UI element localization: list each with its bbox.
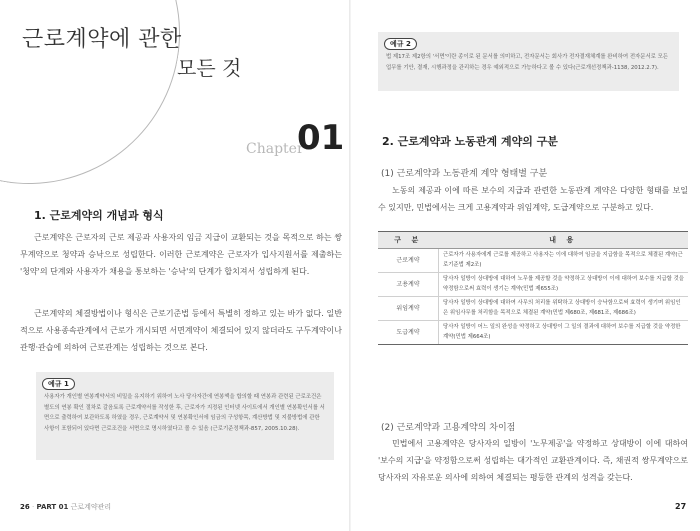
table-cell-content: 근로자가 사용자에게 근로를 제공하고 사용자는 이에 대하여 임금을 지급함을 목적으로 체결된 계약(근로기준법 제2조) <box>439 249 689 273</box>
table-header-row <box>378 232 688 249</box>
subsection1-heading: (1) 근로계약과 노동관계 계약 형태별 구분 <box>381 169 548 179</box>
table-header-content: 내 용 <box>439 232 689 249</box>
table-header-kind: 구 분 <box>378 232 439 249</box>
table-row <box>378 273 688 297</box>
footer-chapter: 근로계약관리 <box>70 503 112 511</box>
table-cell-kind: 위임계약 <box>378 297 439 321</box>
example1-text: 사용자가 개인별 연봉계약서의 비밀을 유지하기 위하여 노사 당사자간에 연봉액을 합의할 때 연봉과 관련된 근로조건은 별도의 연봉 확인 절차로 갈음토록 근로계약서를 작성한 후, 근로자가 지정된 인터넷 사이트에서 개인별 연봉확인서를 서면으로 출력하여 보관하도록 하였을 경우, 근로계약서 및 연봉확인서에 임금의 구성항목, 계산방법 및 지불방법에 관한 사항이 포함되어 있다면 근로조건을 서면으로 명시하였다고 볼 수 있음 (근로기준정책과-857, 2005.10.28). <box>44 394 325 432</box>
right-paragraph-2: 민법에서 고용계약은 당사자의 일방이 '노무제공'을 약정하고 상대방이 이에 대하여 '보수의 지급'을 약정함으로써 성립하는 대가적인 교환관계이다. 즉, 채권적 쌍무계약으로 당사자의 자유로운 의사에 의하여 체결되는 평등한 관계의 성격을 갖는다. <box>378 439 688 482</box>
table-cell-kind: 고용계약 <box>378 273 439 297</box>
footer-part: PART 01 <box>36 503 69 511</box>
right-page <box>350 0 700 531</box>
table-cell-content: 당사자 일방이 상대방에 대하여 사무의 처리를 위탁하고 상대방이 승낙함으로써 효력이 생기며 위임인은 위임사무를 처리함을 목적으로 체결된 계약(민법 제680조, 제681조, 제686조) <box>439 297 689 321</box>
chapter-title-line1: 근로계약에 관한 <box>22 27 182 52</box>
subsection2-heading: (2) 근로계약과 고용계약의 차이점 <box>381 423 516 433</box>
left-page-number: 26 <box>20 503 30 511</box>
table-cell-kind: 근로계약 <box>378 249 439 273</box>
example2-box <box>378 32 679 91</box>
left-paragraph-1: 근로계약은 근로자의 근로 제공과 사용자의 임금 지급이 교환되는 것을 목적으로 하는 쌍무계약으로 청약과 승낙으로 성립한다. 이러한 근로계약은 근로자가 입사지원서를 제출하는 '청약'의 단계와 사용자가 채용을 통보하는 '승낙'의 단계가 합치져서 성립하게 된다. <box>20 233 342 276</box>
left-footer <box>20 502 111 512</box>
chapter-title-line2: 모든 것 <box>177 56 242 80</box>
table-cell-content: 당사자 일방이 어느 일의 완성을 약정하고 상대방이 그 일의 결과에 대하여 보수를 지급할 것을 약정한 계약(민법 제664조) <box>439 321 689 345</box>
chapter-label: Chapter <box>246 141 304 157</box>
right-page-number: 27 <box>675 502 687 511</box>
example1-box <box>36 372 334 460</box>
table-row <box>378 297 688 321</box>
section1-heading: 1. 근로계약의 개념과 형식 <box>34 209 164 222</box>
chapter-number: 01 <box>297 118 345 158</box>
contract-types-table <box>378 231 688 345</box>
footer-separator: · <box>31 503 35 511</box>
example2-text: 법 제17조 제2항의 '서면'이란 종이로 된 문서를 의미하고, 전자문서는 회사가 전자결재체계를 완비하여 전자문서로 모든 업무를 기안, 결재, 시행과정을 관리하는 경우 예외적으로 가능하다고 볼 수 있다(근로개선정책과-1138, 2012.2.7). <box>386 54 668 71</box>
example2-label: 예규 2 <box>384 38 417 50</box>
left-paragraph-2: 근로계약의 체결방법이나 형식은 근로기준법 등에서 특별히 정하고 있는 바가 없다. 일반적으로 사용종속관계에서 근로가 개시되면 서면계약이 체결되어 있지 않더라도 구두계약이나 관행·관습에 의하여 근로관계는 성립하는 것으로 본다. <box>20 309 342 352</box>
table-cell-content: 당사자 일방이 상대방에 대하여 노무를 제공할 것을 약정하고 상대방이 이에 대하여 보수를 지급할 것을 약정함으로써 효력이 생기는 계약(민법 제655조) <box>439 273 689 297</box>
right-paragraph-1: 노동의 제공과 이에 따른 보수의 지급과 관련한 노동관계 계약은 다양한 형태를 보일 수 있지만, 민법에서는 크게 고용계약과 위임계약, 도급계약으로 구분하고 있다. <box>378 186 688 212</box>
section2-heading: 2. 근로계약과 노동관계 계약의 구분 <box>382 135 558 148</box>
example1-label: 예규 1 <box>42 378 75 390</box>
table-row <box>378 249 688 273</box>
table-cell-kind: 도급계약 <box>378 321 439 345</box>
table-row <box>378 321 688 345</box>
